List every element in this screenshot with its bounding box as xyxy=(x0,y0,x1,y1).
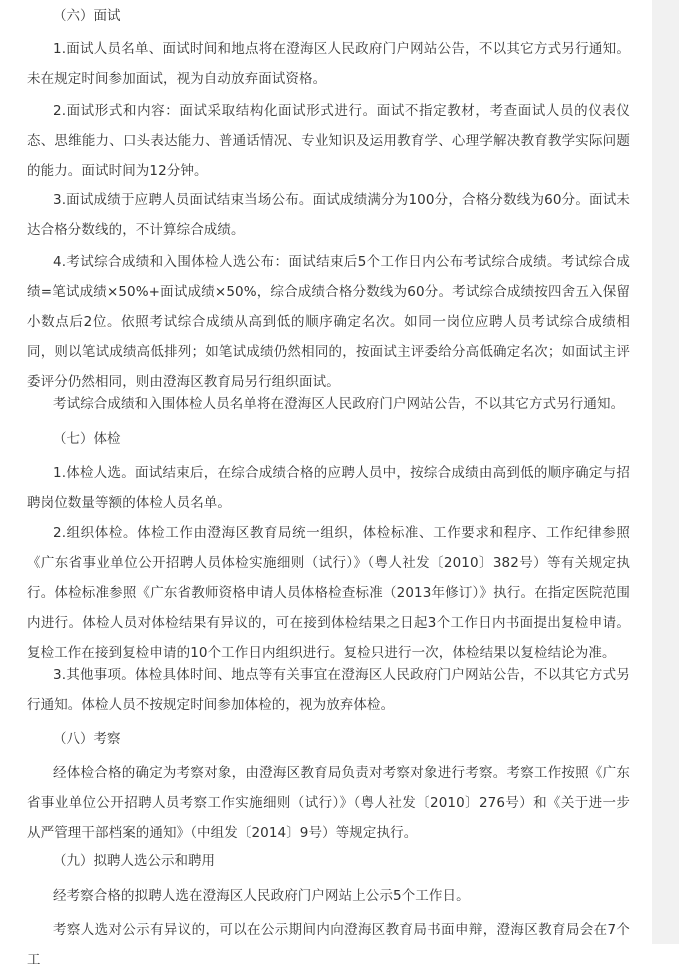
section-heading-interview: （六）面试 xyxy=(53,8,121,24)
paragraph-medical-2: 2.组织体检。体检工作由澄海区教育局统一组织，体检标准、工作要求和程序、工作纪律参照《广东省事业单位公开招聘人员体检实施细则（试行）》（粤人社发〔2010〕382号）等有关规定执行。体检标准参照《广东省教师资格申请人员体格检查标准（2013年修订）》执行。在指定医院范围内进行。体检人员对体检结果有异议的，可在接到体检结果之日起3个工作日内书面提出复检申请。复检工作在接到复检申请的10个工作日内组织进行。复检只进行一次，体检结果以复检结论为准。 xyxy=(27,525,630,661)
paragraph-interview-4: 4.考试综合成绩和入围体检人选公布：面试结束后5个工作日内公布考试综合成绩。考试综合成绩=笔试成绩×50%+面试成绩×50%，综合成绩合格分数线为60分。考试综合成绩按四舍五入保留小数点后2位。依照考试综合成绩从高到低的顺序确定名次。如同一岗位应聘人员考试综合成绩相同，则以笔试成绩高低排列；如笔试成绩仍然相同的，按面试主评委给分高低确定名次；如面试主评委评分仍然相同，则由澄海区教育局另行组织面试。 xyxy=(27,254,630,390)
section-heading-inspection: （八）考察 xyxy=(53,731,121,747)
paragraph-interview-notice: 考试综合成绩和入围体检人员名单将在澄海区人民政府门户网站公告，不以其它方式另行通知。 xyxy=(53,396,625,412)
paragraph-interview-1: 1.面试人员名单、面试时间和地点将在澄海区人民政府门户网站公告，不以其它方式另行通知。未在规定时间参加面试，视为自动放弃面试资格。 xyxy=(27,41,630,87)
paragraph-inspection: 经体检合格的确定为考察对象，由澄海区教育局负责对考察对象进行考察。考察工作按照《广东省事业单位公开招聘人员考察工作实施细则（试行）》（粤人社发〔2010〕276号）和《关于进一步从严管理干部档案的通知》（中组发〔2014〕9号）等规定执行。 xyxy=(27,765,630,841)
section-heading-publicity: （九）拟聘人选公示和聘用 xyxy=(53,853,215,869)
paragraph-medical-3: 3.其他事项。体检具体时间、地点等有关事宜在澄海区人民政府门户网站公告，不以其它方式另行通知。体检人员不按规定时间参加体检的，视为放弃体检。 xyxy=(27,667,630,713)
section-heading-medical: （七）体检 xyxy=(53,431,121,447)
paragraph-publicity-1: 经考察合格的拟聘人选在澄海区人民政府门户网站上公示5个工作日。 xyxy=(53,888,470,904)
paragraph-medical-1: 1.体检人选。面试结束后，在综合成绩合格的应聘人员中，按综合成绩由高到低的顺序确定与招聘岗位数量等额的体检人员名单。 xyxy=(27,465,630,511)
paragraph-interview-2: 2.面试形式和内容：面试采取结构化面试形式进行。面试不指定教材，考查面试人员的仪表仪态、思维能力、口头表达能力、普通话情况、专业知识及运用教育学、心理学解决教育教学实际问题的能力。面试时间为12分钟。 xyxy=(27,103,630,179)
paragraph-interview-3: 3.面试成绩于应聘人员面试结束当场公布。面试成绩满分为100分，合格分数线为60分。面试未达合格分数线的，不计算综合成绩。 xyxy=(27,192,630,238)
right-gutter xyxy=(652,0,679,944)
paragraph-publicity-2: 考察人选对公示有异议的，可以在公示期间内向澄海区教育局书面申辩，澄海区教育局会在7个工 xyxy=(27,922,630,968)
